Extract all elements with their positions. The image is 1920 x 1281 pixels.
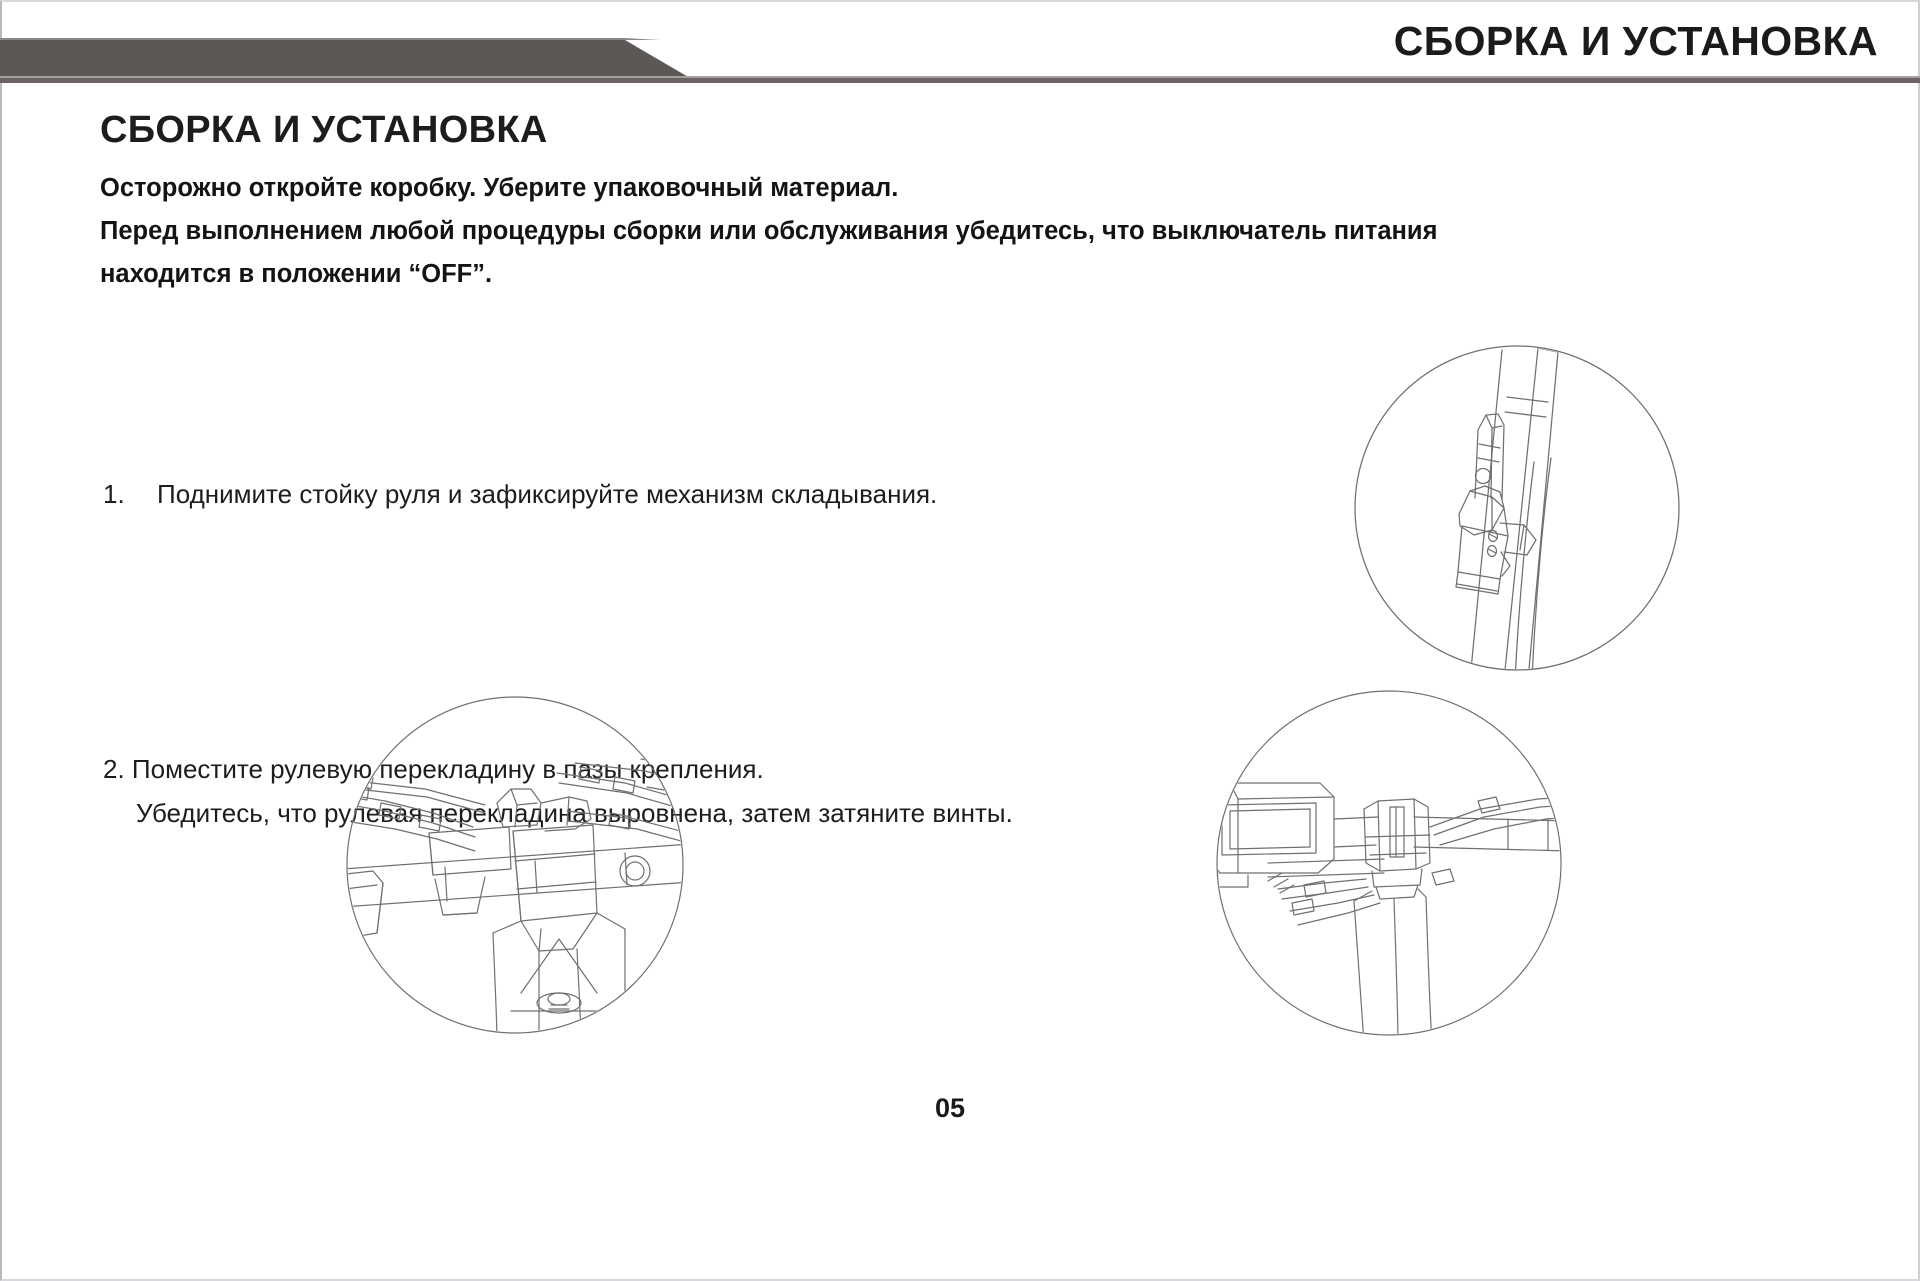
intro-line-2: Перед выполнением любой процедуры сборки или обслуживания убедитесь, что выключатель питания	[100, 217, 1438, 245]
step-2	[103, 747, 1353, 835]
page-header	[0, 0, 1920, 92]
page-number-value: 05	[934, 1093, 966, 1123]
step-2-text-line2: Убедитесь, что рулевая перекладина выровнена, затем затяните винты.	[136, 798, 1013, 828]
handlebar-assembly-illustration	[325, 693, 705, 1041]
header-band-highlight	[0, 38, 686, 40]
step-2-text: Поместите рулевую перекладину в пазы крепления.	[131, 754, 764, 784]
step-1	[103, 472, 1283, 516]
header-band-shape	[0, 40, 690, 78]
step-1-text: Поднимите стойку руля и зафиксируйте механизм складывания.	[157, 479, 938, 509]
page-title: СБОРКА И УСТАНОВКА	[100, 109, 548, 151]
page-number	[0, 1093, 1920, 1124]
intro-paragraph	[100, 167, 1830, 296]
figure-circle-border	[1355, 346, 1679, 670]
step-2-number: 2.	[103, 754, 125, 784]
step-1-number: 1.	[103, 479, 125, 509]
header-rule	[0, 78, 1920, 83]
intro-line-3: находится в положении “OFF”.	[100, 260, 493, 288]
stem-clamp-display-illustration	[1208, 687, 1570, 1043]
header-title: СБОРКА И УСТАНОВКА	[1393, 18, 1878, 64]
folding-mechanism-illustration	[1352, 340, 1682, 676]
intro-line-1: Осторожно откройте коробку. Уберите упаковочный материал.	[100, 174, 899, 202]
